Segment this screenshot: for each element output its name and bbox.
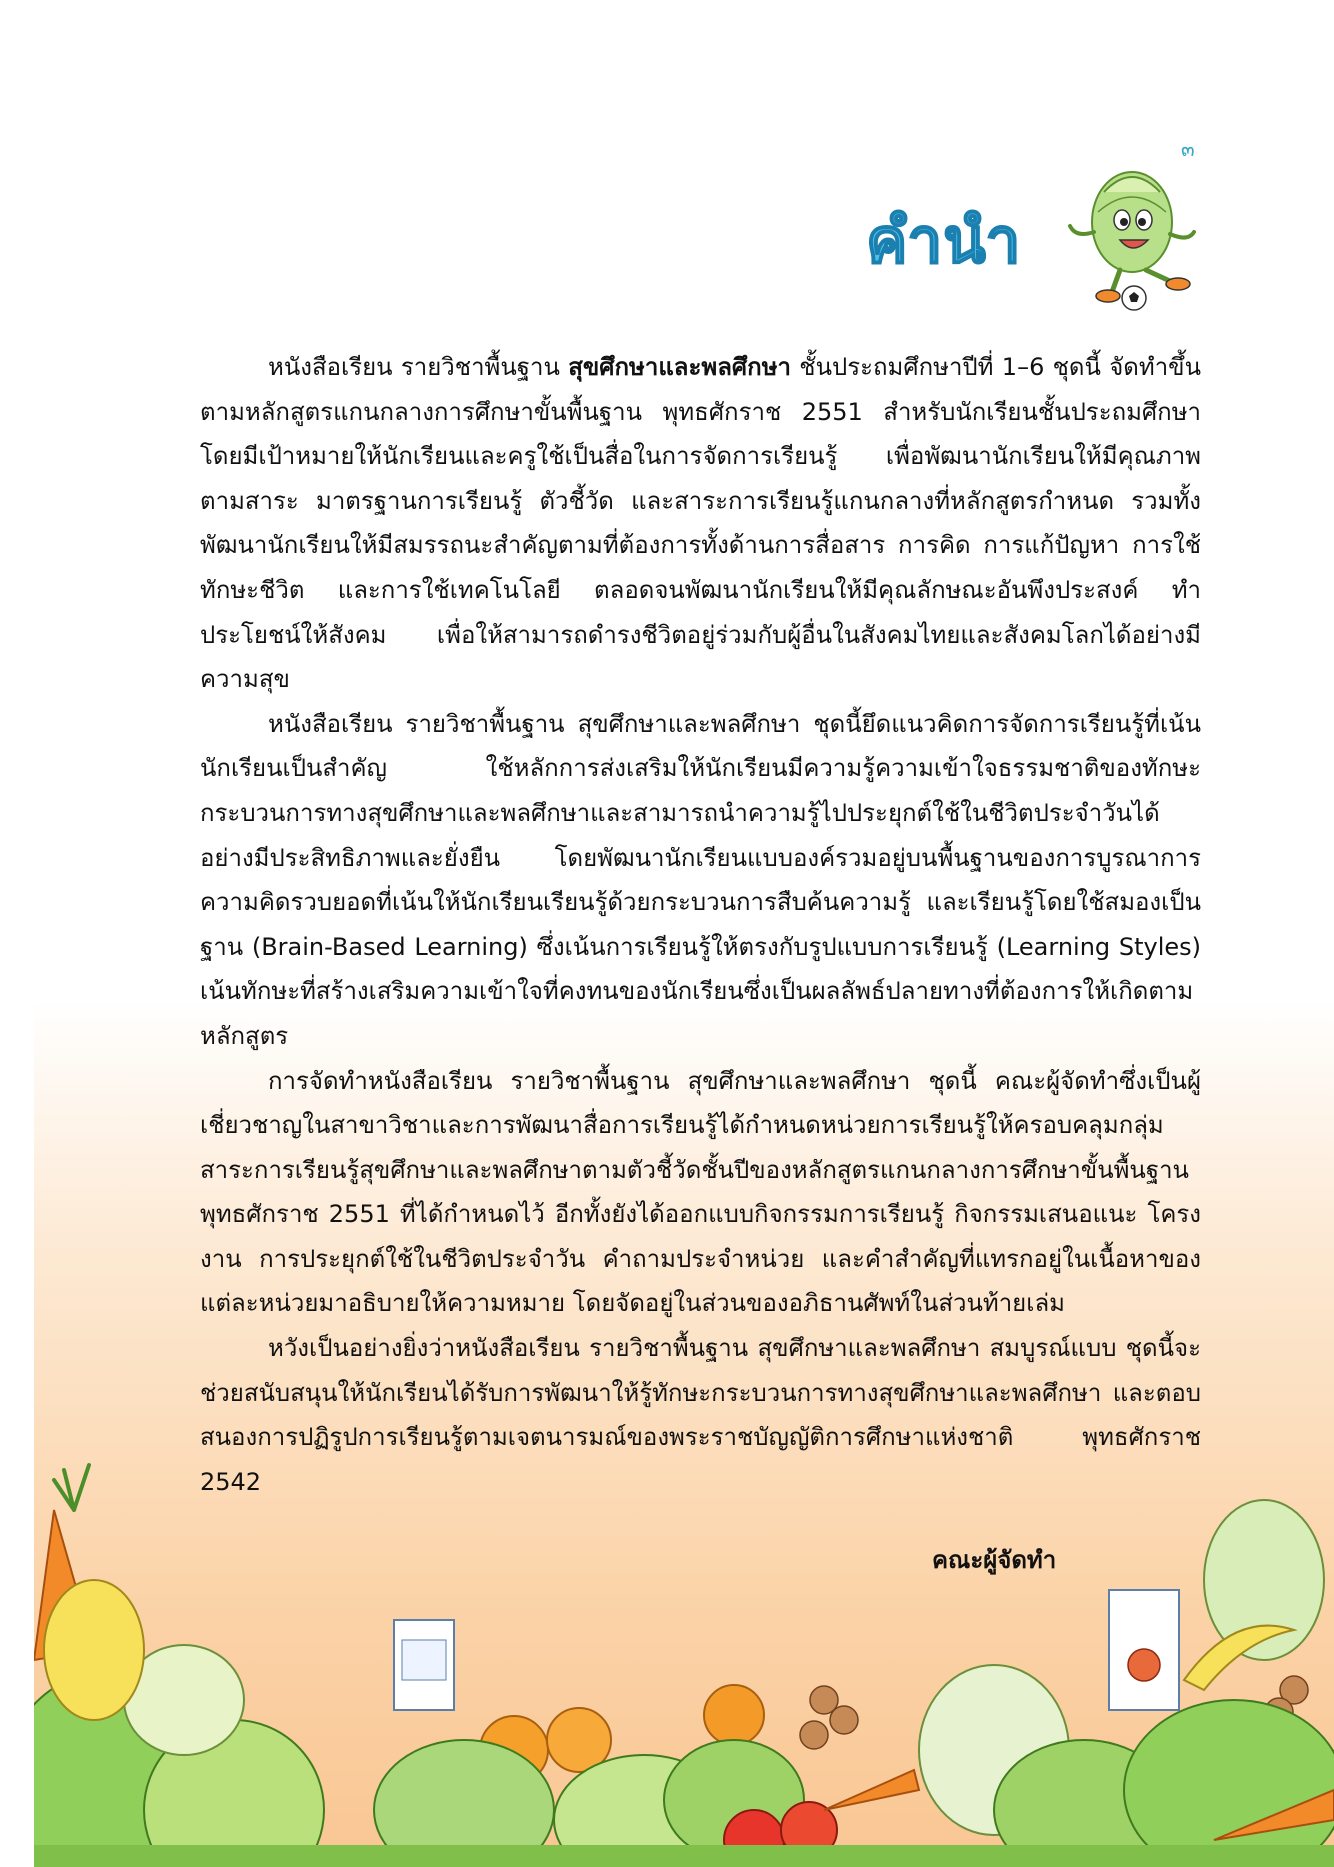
page: [34, 0, 1334, 1867]
paragraph-4: หวังเป็นอย่างยิ่งว่าหนังสือเรียน รายวิชาพื้นฐาน สุขศึกษาและพลศึกษา สมบูรณ์แบบ ชุดนี้จะช่วยสนับสนุนให้นักเรียนได้รับการพัฒนาให้รู้ทักษะกระบวนการทางสุขศึกษาและพลศึกษา และตอบสนองการปฏิรูปการเรียนรู้ตามเจตนารมณ์ของพระราชบัญญัติการศึกษาแห่งชาติ พุทธศักราช 2542: [200, 1334, 1201, 1496]
subject-name: สุขศึกษาและพลศึกษา: [568, 353, 791, 381]
paragraph-1-lead: หนังสือเรียน รายวิชาพื้นฐาน: [268, 353, 569, 381]
signature: คณะผู้จัดทำ: [932, 1546, 1057, 1574]
paragraph-1-rest: ชั้นประถมศึกษาปีที่ 1–6 ชุดนี้ จัดทำขึ้นตามหลักสูตรแกนกลางการศึกษาขั้นพื้นฐาน พุทธศักราช 2551 สำหรับนักเรียนชั้นประถมศึกษา โดยมีเป้าหมายให้นักเรียนและครูใช้เป็นสื่อในการจัดการเรียนรู้ เพื่อพัฒนานักเรียนให้มีคุณภาพตามสาระ มาตรฐานการเรียนรู้ ตัวชี้วัด และสาระการเรียนรู้แกนกลางที่หลักสูตรกำหนด รวมทั้งพัฒนานักเรียนให้มีสมรรถนะสำคัญตามที่ต้องการทั้งด้านการสื่อสาร การคิด การแก้ปัญหา การใช้ทักษะชีวิต และการใช้เทคโนโลยี ตลอดจนพัฒนานักเรียนให้มีคุณลักษณะอันพึงประสงค์ ทำประโยชน์ให้สังคม เพื่อให้สามารถดำรงชีวิตอยู่ร่วมกับผู้อื่นในสังคมไทยและสังคมโลกได้อย่างมีความสุข: [200, 353, 1201, 694]
paragraph-3: การจัดทำหนังสือเรียน รายวิชาพื้นฐาน สุขศึกษาและพลศึกษา ชุดนี้ คณะผู้จัดทำซึ่งเป็นผู้เชี่ยวชาญในสาขาวิชาและการพัฒนาสื่อการเรียนรู้ได้กำหนดหน่วยการเรียนรู้ให้ครอบคลุมกลุ่มสาระการเรียนรู้สุขศึกษาและพลศึกษาตามตัวชี้วัดชั้นปีของหลักสูตรแกนกลางการศึกษาขั้นพื้นฐาน พุทธศักราช 2551 ที่ได้กำหนดไว้ อีกทั้งยังได้ออกแบบกิจกรรมการเรียนรู้ กิจกรรมเสนอแนะ โครงงาน การประยุกต์ใช้ในชีวิตประจำวัน คำถามประจำหน่วย และคำสำคัญที่แทรกอยู่ในเนื้อหาของแต่ละหน่วยมาอธิบายให้ความหมาย โดยจัดอยู่ในส่วนของอภิธานศัพท์ในส่วนท้ายเล่ม: [200, 1066, 1201, 1318]
paragraph-2: หนังสือเรียน รายวิชาพื้นฐาน สุขศึกษาและพลศึกษา ชุดนี้ยึดแนวคิดการจัดการเรียนรู้ที่เน้นนักเรียนเป็นสำคัญ ใช้หลักการส่งเสริมให้นักเรียนมีความรู้ความเข้าใจธรรมชาติของทักษะกระบวนการทางสุขศึกษาและพลศึกษาและสามารถนำความรู้ไปประยุกต์ใช้ในชีวิตประจำวันได้อย่างมีประสิทธิภาพและยั่งยืน โดยพัฒนานักเรียนแบบองค์รวมอยู่บนพื้นฐานของการบูรณาการความคิดรวบยอดที่เน้นให้นักเรียนเรียนรู้ด้วยกระบวนการสืบค้นความรู้ และเรียนรู้โดยใช้สมองเป็นฐาน (Brain-Based Learning) ซึ่งเน้นการเรียนรู้ให้ตรงกับรูปแบบการเรียนรู้ (Learning Styles) เน้นทักษะที่สร้างเสริมความเข้าใจที่คงทนของนักเรียนซึ่งเป็นผลลัพธ์ปลายทางที่ต้องการให้เกิดตามหลักสูตร: [200, 709, 1201, 1050]
preface-body: [200, 345, 1201, 1504]
page-number: ๓: [1181, 137, 1195, 161]
paragraph-1: [200, 345, 1201, 702]
page-title: คำนำ: [866, 204, 1022, 277]
vegetable-border-illustration: [34, 1450, 1334, 1867]
cabbage-mascot-icon: [1054, 152, 1214, 312]
